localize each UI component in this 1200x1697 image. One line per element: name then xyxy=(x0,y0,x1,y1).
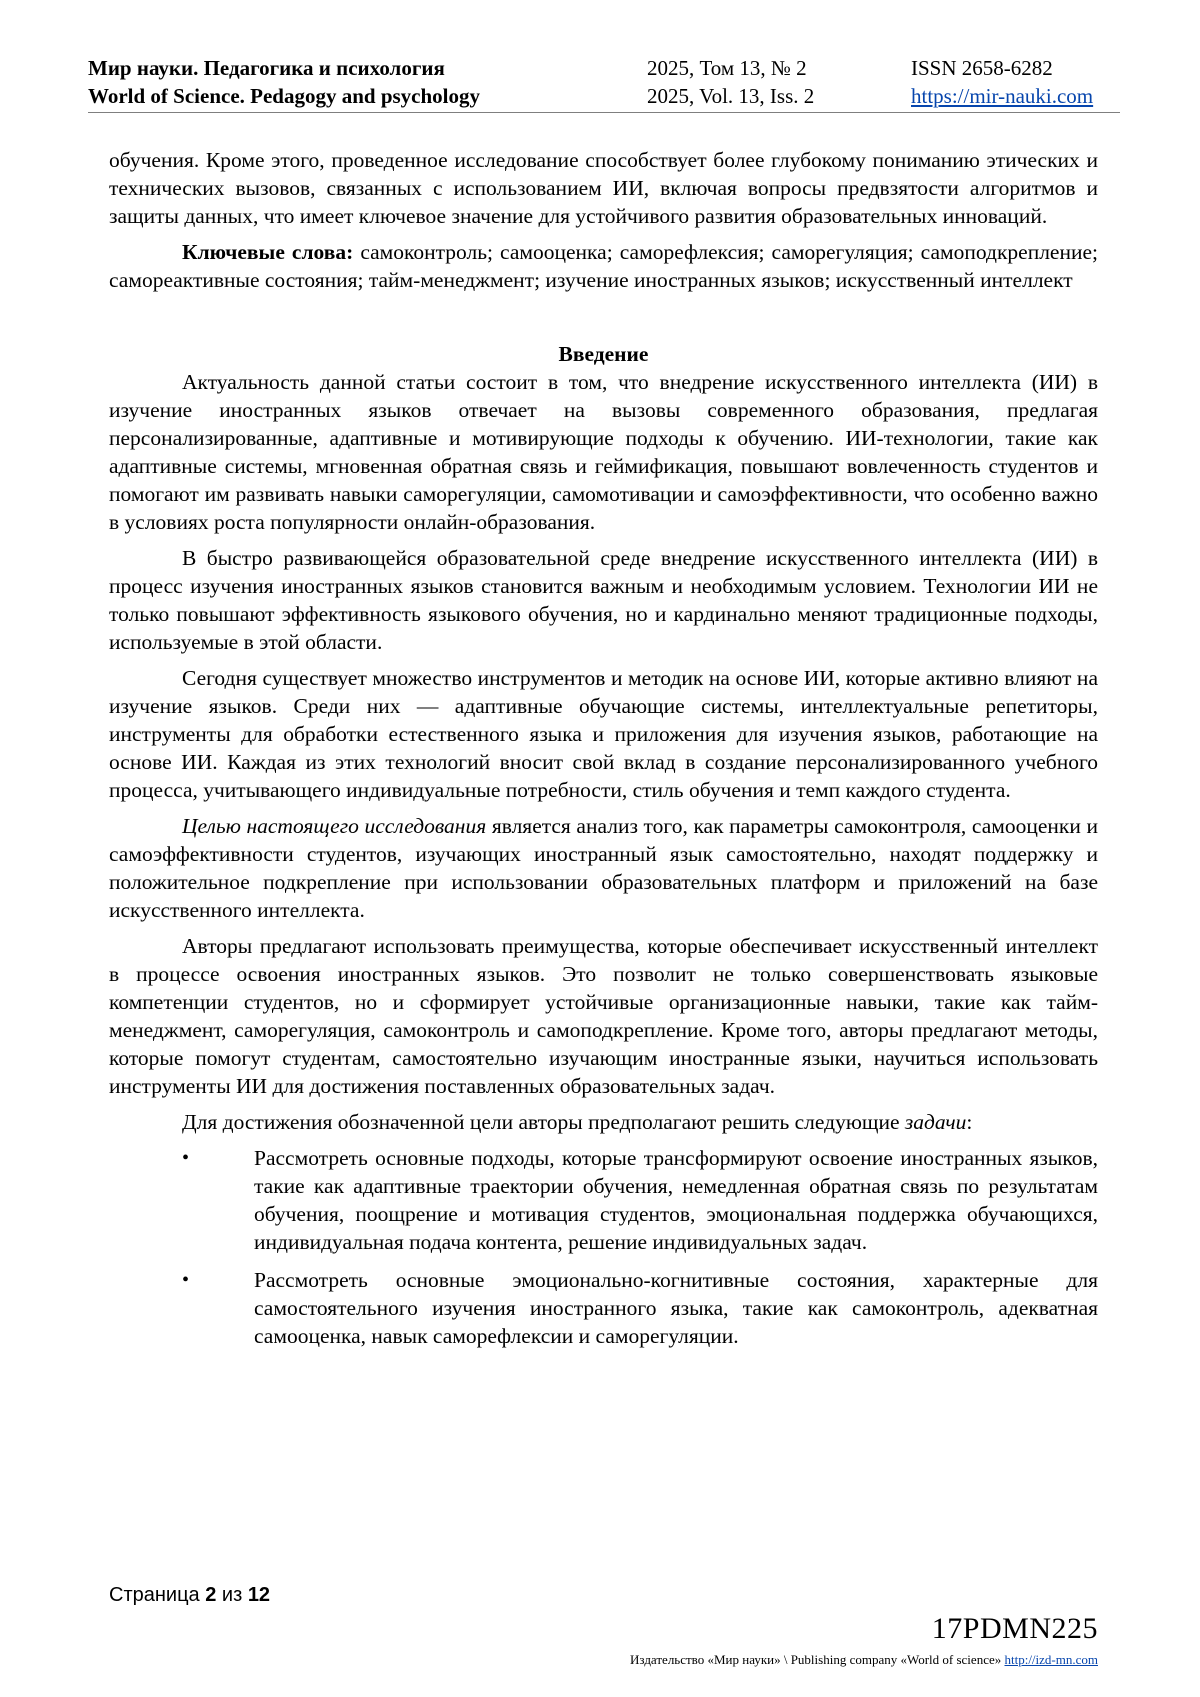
tasks-intro: Для достижения обозначенной цели авторы предполагают решить следующие xyxy=(182,1110,905,1134)
article-code: 17PDMN225 xyxy=(931,1612,1098,1645)
keywords-label: Ключевые слова: xyxy=(182,240,354,264)
bullet-icon: • xyxy=(182,1269,190,1291)
tasks-colon: : xyxy=(966,1110,973,1134)
publisher-line xyxy=(630,1652,1098,1668)
tasks-list xyxy=(109,1144,1098,1350)
intro-paragraph-3: Сегодня существует множество инструментов и методик на основе ИИ, которые активно влияют на изучение языков. Среди них — адаптивные обучающие системы, интеллектуальные репетиторы, инструменты для обработки естественного языка и приложения для изучения языков, работающие на основе ИИ. Каждая из этих технологий вносит свой вклад в создание персонализированного учебного процесса, учитывающего индивидуальные потребности, стиль обучения и темп каждого студента. xyxy=(109,666,1098,802)
page-number xyxy=(109,1584,270,1607)
intro-paragraph-2: В быстро развивающейся образовательной среде внедрение искусственного интеллекта (ИИ) в процесс изучения иностранных языков становится важным и необходимым условием. Технологии ИИ не только повышают эффективность языкового обучения, но и кардинально меняют традиционные подходы, используемые в этой области. xyxy=(109,546,1098,654)
page-word: Страница xyxy=(109,1584,200,1606)
task-text-1: Рассмотреть основные подходы, которые трансформируют освоение иностранных языков, такие как адаптивные траектории обучения, немедленная обратная связь по результатам обучения, поощрение и мотивация студентов, эмоциональная поддержка обучающихся, индивидуальная подача контента, решение индивидуальных задач. xyxy=(254,1146,1098,1254)
issue-en: 2025, Vol. 13, Iss. 2 xyxy=(647,84,815,108)
page-total: 12 xyxy=(247,1584,271,1606)
page-of: из xyxy=(221,1584,243,1606)
issn-block xyxy=(911,54,1093,110)
journal-url-link[interactable]: https://mir-nauki.com xyxy=(911,84,1094,108)
list-item xyxy=(109,1144,1098,1256)
abstract-end-paragraph: обучения. Кроме этого, проведенное исследование способствует более глубокому пониманию этических и технических вызовов, связанных с использованием ИИ, включая вопросы предвзятости алгоритмов и защиты данных, что имеет ключевое значение для устойчивого развития образовательных инноваций. xyxy=(109,148,1098,228)
publisher-url-link[interactable]: http://izd-mn.com xyxy=(1004,1652,1098,1667)
issue-ru: 2025, Том 13, № 2 xyxy=(647,56,807,80)
keywords-paragraph xyxy=(109,238,1098,294)
tasks-intro-paragraph xyxy=(109,1108,1098,1136)
authors-paragraph: Авторы предлагают использовать преимущества, которые обеспечивает искусственный интеллект в процессе освоения иностранных языков. Это позволит не только совершенствовать языковые компетенции студентов, но и сформирует устойчивые организационные навыки, такие как тайм-менеджмент, саморегуляция, самоконтроль и самоподкрепление. Кроме того, авторы предлагают методы, которые помогут студентам, самостоятельно изучающим иностранные языки, научиться использовать инструменты ИИ для достижения поставленных образовательных задач. xyxy=(109,934,1098,1098)
goal-paragraph xyxy=(109,812,1098,924)
goal-italic: Целью настоящего исследования xyxy=(182,814,487,838)
task-text-2: Рассмотреть основные эмоционально-когнитивные состояния, характерные для самостоятельного изучения иностранного языка, такие как самоконтроль, адекватная самооценка, навык саморефлексии и саморегуляции. xyxy=(254,1268,1098,1348)
goal-rest: является анализ того, как параметры самоконтроля, самооценки и самоэффективности студентов, изучающих иностранный язык самостоятельно, находят поддержку и положительное подкрепление при использовании образовательных платформ и приложений на базе искусственного интеллекта. xyxy=(109,814,1098,922)
journal-header xyxy=(88,54,1120,113)
journal-title-block xyxy=(88,54,480,110)
list-item xyxy=(109,1266,1098,1350)
journal-title-en: World of Science. Pedagogy and psychology xyxy=(88,84,481,108)
tasks-word: задачи xyxy=(904,1110,967,1134)
journal-title-ru: Мир науки. Педагогика и психология xyxy=(88,56,445,80)
issue-block xyxy=(647,54,814,110)
article-body xyxy=(109,146,1098,1360)
publisher-text: Издательство «Мир науки» \ Publishing company «World of science» xyxy=(630,1652,1005,1667)
intro-paragraph-1: Актуальность данной статьи состоит в том, что внедрение искусственного интеллекта (ИИ) в изучение иностранных языков отвечает на вызовы современного образования, предлагая персонализированные, адаптивные и мотивирующие подходы к обучению. ИИ-технологии, такие как адаптивные системы, мгновенная обратная связь и геймификация, повышают вовлеченность студентов и помогают им развивать навыки саморегуляции, самомотивации и самоэффективности, что особенно важно в условиях роста популярности онлайн-образования. xyxy=(109,370,1098,534)
page-current: 2 xyxy=(205,1584,217,1606)
keywords-text: самоконтроль; самооценка; саморефлексия; саморегуляция; самоподкрепление; самореактивные состояния; тайм-менеджмент; изучение иностранных языков; искусственный интеллект xyxy=(109,240,1099,292)
issn: ISSN 2658-6282 xyxy=(911,56,1053,80)
section-title: Введение xyxy=(558,342,649,366)
bullet-icon: • xyxy=(182,1147,190,1169)
